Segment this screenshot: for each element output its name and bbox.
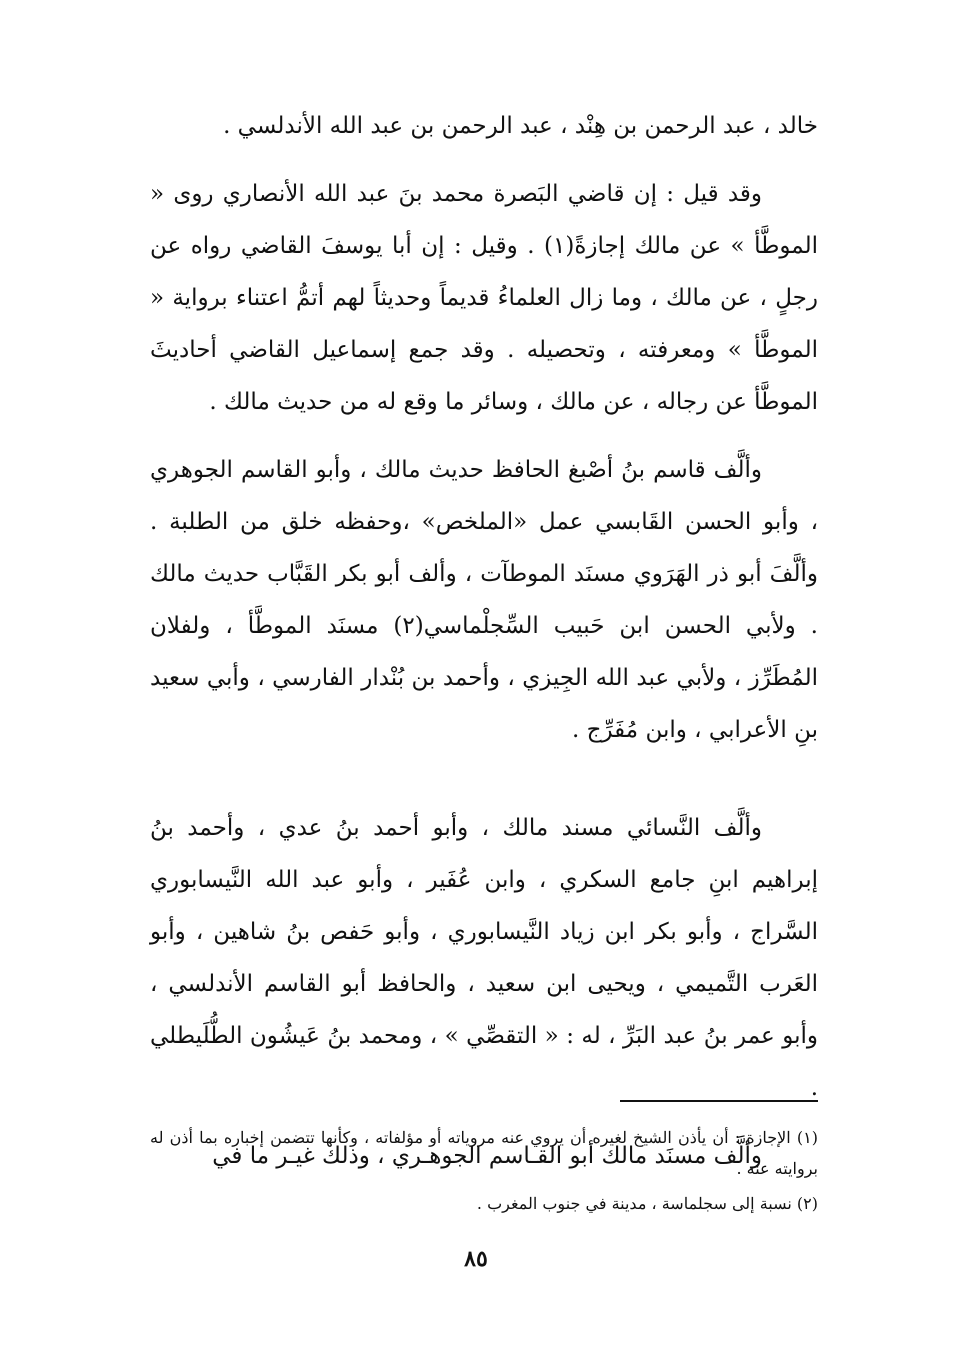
paragraph-3: وألَّف قاسم بنُ أصْبغ الحافظ حديث مالك ، وأبو القاسم الجوهري ، وأبو الحسن القَابسي عمل «الملخص» ،وحفظه خلق من الطلبة . وألَّفَ أبو ذر الهَرَوي مسنَد الموطآت ، وألف أبو بكر القَبَّاب حديث مالك . ولأبي الحسن ابن حَبيب السِّجلْماسي(٢) مسنَد الموطَّأ ، ولفلان المُطَرِّز ، ولأبي عبد الله الجِيزي ، وأحمد بن بُنْدار الفارسي ، وأبي سعيد بنِ الأعرابي ، وابن مُفَرِّج . <box>150 457 818 743</box>
paragraph-4: وألَّف النَّسائي مسند مالك ، وأبو أحمد بنُ عدي ، وأحمد بنُ إبراهيم ابنِ جامع السكري ، وابن عُفَير ، وأبو عبد الله النَّيسابوري السَّراج ، وأبو بكر ابن زياد النَّيسابوري ، وأبو حَفص بنُ شاهين ، وأبو العَرب التَّميمي ، ويحيى ابن سعيد ، والحافظ أبو القاسم الأندلسي ، وأبو عمر بنُ عبد البَرِّ ، له : « التقصِّي » ، ومحمد بنُ عَيشُون الطُّلَيطلي . <box>150 815 818 1101</box>
footnote-separator <box>620 1100 818 1102</box>
page-number: ٨٥ <box>464 1246 488 1272</box>
main-text <box>150 100 818 1198</box>
paragraph-5: وألَّف مسنَد مالك أبو القـاسم الجوهـري ، وذلك غيـر ما في <box>212 1143 762 1169</box>
footnote-1: (١) الإجازة : أن يأذن الشيخ لغيره أن يروي عنه مروياته أو مؤلفاته ، وكأنها تتضمن إخباره بما أذن له بروايته عنه . <box>150 1128 818 1178</box>
footnotes <box>150 1122 818 1223</box>
paragraph-1: خالد ، عبد الرحمن بن هِنْد ، عبد الرحمن بن عبد الله الأندلسي . <box>223 113 818 139</box>
paragraph-2: وقد قيل : إن قاضي البَصرة محمد بنَ عبد الله الأنصاري روى « الموطَّأ » عن مالك إجازةً(١) . وقيل : إن أبا يوسفَ القاضي رواه عن رجلٍ ، عن مالك ، وما زال العلماءُ قديماً وحديثاً لهم أتمُّ اعتناء برواية « الموطَّأ » ومعرفته ، وتحصيله . وقد جمع إسماعيل القاضي أحاديثَ الموطَّأ عن رجاله ، عن مالك ، وسائر ما وقع له من حديث مالك . <box>150 181 818 415</box>
footnote-2: (٢) نسبة إلى سجلماسة ، مدينة في جنوب المغرب . <box>476 1194 818 1213</box>
